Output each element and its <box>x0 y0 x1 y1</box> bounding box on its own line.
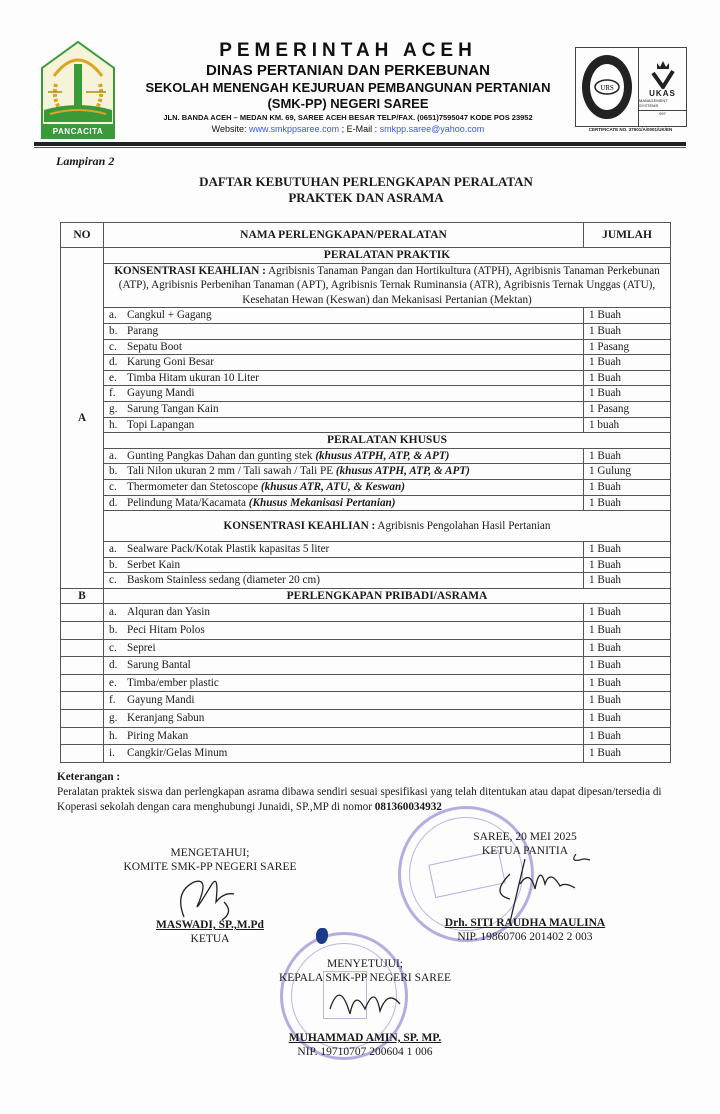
empty-no-cell <box>61 710 104 728</box>
item-name: Pelindung Mata/Kacamata <box>127 496 246 509</box>
school-address: JLN. BANDA ACEH – MEDAN KM. 69, SAREE ACEH BESAR TELP/FAX. (0651)7595047 KODE POS 23952 <box>163 113 533 122</box>
item-letter: a. <box>109 606 117 619</box>
item-name-cell <box>104 622 584 640</box>
item-name: Cangkir/Gelas Minum <box>127 747 228 760</box>
item-note: (khusus ATPH, ATP, & APT) <box>335 465 470 478</box>
table-row <box>61 355 671 371</box>
item-name-cell <box>104 464 584 480</box>
item-name: Alquran dan Yasin <box>127 606 210 619</box>
document-title <box>56 174 676 206</box>
concentration-label: KONSENTRASI KEAHLIAN : <box>114 264 266 277</box>
section-a-no: A <box>61 248 104 589</box>
item-name-cell <box>104 370 584 386</box>
pancacita-logo-icon <box>36 40 120 140</box>
item-letter: a. <box>109 449 117 462</box>
item-name: Keranjang Sabun <box>127 712 205 725</box>
table-row <box>61 308 671 324</box>
item-qty: 1 Pasang <box>584 401 671 417</box>
item-letter: c. <box>109 641 117 654</box>
item-letter: e. <box>109 676 117 689</box>
item-letter: b. <box>109 624 118 637</box>
item-qty: 1 Buah <box>584 692 671 710</box>
table-row <box>61 604 671 622</box>
email-link[interactable]: smkpp.saree@yahoo.com <box>379 124 485 134</box>
empty-no-cell <box>61 745 104 763</box>
item-note: (khusus ATR, ATU, & Keswan) <box>260 480 405 493</box>
equipment-table <box>60 222 671 763</box>
agency-name: DINAS PERTANIAN DAN PERKEBUNAN <box>206 62 490 79</box>
principal-org: KEPALA SMK-PP NEGERI SAREE <box>279 972 451 984</box>
item-name: Seprei <box>127 641 156 654</box>
table-row <box>61 622 671 640</box>
item-letter: f. <box>109 694 116 707</box>
empty-no-cell <box>61 657 104 675</box>
item-name-cell <box>104 308 584 324</box>
item-qty: 1 Buah <box>584 308 671 324</box>
empty-no-cell <box>61 727 104 745</box>
item-qty: 1 Buah <box>584 386 671 402</box>
table-row <box>61 495 671 511</box>
item-qty: 1 Buah <box>584 639 671 657</box>
item-name: Parang <box>127 324 159 337</box>
section-a-title-row <box>61 248 671 264</box>
certification-box <box>575 47 687 127</box>
item-name: Sarung Bantal <box>127 659 191 672</box>
item-letter: d. <box>109 659 118 672</box>
item-qty: 1 Buah <box>584 495 671 511</box>
item-qty: 1 Buah <box>584 542 671 558</box>
item-name: Gayung Mandi <box>127 387 195 400</box>
table-row <box>61 464 671 480</box>
item-qty: 1 Buah <box>584 448 671 464</box>
item-qty: 1 Buah <box>584 622 671 640</box>
item-name-cell <box>104 417 584 433</box>
certificate-number: CERTIFICATE NO. 37901/A/0001/UK/EN <box>588 127 673 132</box>
table-row <box>61 674 671 692</box>
item-qty: 1 Buah <box>584 370 671 386</box>
government-name: PEMERINTAH ACEH <box>219 40 477 61</box>
empty-no-cell <box>61 692 104 710</box>
item-name: Sepatu Boot <box>127 340 183 353</box>
committee-name: MASWADI, SP.,M.Pd <box>156 919 264 931</box>
concentration-text: Agribisnis Tanaman Pangan dan Hortikultura (ATPH), Agribisnis Tanaman Perkebunan (ATP), Agribisnis Perbenihan Tanaman (APT), Agribisnis Ternak Ruminansia (ATR), Agribisnis Ternak Unggas (ATU), Kesehatan Hewan (Keswan) dan Mekanisasi Pertanian (Mektan) <box>118 264 660 306</box>
chair-role: KETUA PANITIA <box>481 845 569 857</box>
item-name: Sarung Tangan Kain <box>127 402 219 415</box>
crown-check-icon <box>651 59 675 89</box>
item-name-cell <box>104 401 584 417</box>
table-row <box>61 479 671 495</box>
item-name: Sealware Pack/Kotak Plastik kapasitas 5 liter <box>127 543 330 556</box>
table-row <box>61 692 671 710</box>
title-line-2: PRAKTEK DAN ASRAMA <box>288 190 444 205</box>
item-name-cell <box>104 710 584 728</box>
table-row <box>61 339 671 355</box>
table-row <box>61 370 671 386</box>
table-row <box>61 710 671 728</box>
item-name: Gayung Mandi <box>127 694 195 707</box>
item-name: Topi Lapangan <box>127 418 195 431</box>
item-name: Tali Nilon ukuran 2 mm / Tali sawah / Tali PE <box>127 465 334 478</box>
item-name: Baskom Stainless sedang (diameter 20 cm) <box>127 574 320 587</box>
notes-text: Peralatan praktek siswa dan perlengkapan asrama dibawa sendiri sesuai spesifikasi yang telah ditentukan atau dapat dipesan/tersedia di Koperasi sekolah dengan cara menghubungi Junaidi, SP.,MP di nomor <box>57 786 662 813</box>
svg-text:URS: URS <box>600 84 614 92</box>
item-qty: 1 Pasang <box>584 339 671 355</box>
chair-signature-icon <box>480 854 590 924</box>
item-name: Karung Goni Besar <box>127 356 214 369</box>
committee-org: KOMITE SMK-PP NEGERI SAREE <box>123 861 297 873</box>
ukas-badge <box>639 48 686 126</box>
header-qty: JUMLAH <box>584 223 671 248</box>
item-letter: d. <box>109 356 118 369</box>
item-qty: 1 Buah <box>584 727 671 745</box>
item-qty: 1 Buah <box>584 573 671 589</box>
table-row <box>61 323 671 339</box>
item-name-cell <box>104 674 584 692</box>
item-qty: 1 Buah <box>584 479 671 495</box>
ukas-sublabel: MANAGEMENT SYSTEMS <box>639 97 668 108</box>
item-qty: 1 Buah <box>584 557 671 573</box>
item-letter: h. <box>109 729 118 742</box>
item-name-cell <box>104 692 584 710</box>
item-qty: 1 buah <box>584 417 671 433</box>
empty-no-cell <box>61 604 104 622</box>
item-letter: g. <box>109 402 118 415</box>
item-qty: 1 Buah <box>584 710 671 728</box>
section-b-no: B <box>61 588 104 604</box>
special-equipment-title: PERALATAN KHUSUS <box>104 433 671 449</box>
item-name-cell <box>104 573 584 589</box>
section-b-title-row <box>61 588 671 604</box>
item-name-cell <box>104 745 584 763</box>
item-name: Thermometer dan Stetoscope <box>127 480 259 493</box>
item-name-cell <box>104 479 584 495</box>
table-row <box>61 727 671 745</box>
principal-nip: NIP. 19710707 200604 1 006 <box>297 1046 433 1058</box>
item-name: Serbet Kain <box>127 558 181 571</box>
item-name-cell <box>104 386 584 402</box>
item-name-cell <box>104 604 584 622</box>
table-row <box>61 745 671 763</box>
letterhead-divider <box>34 142 686 146</box>
ukas-number: 097 <box>639 110 686 116</box>
header-name: NAMA PERLENGKAPAN/PERALATAN <box>104 223 584 248</box>
website-label: Website: <box>211 124 247 134</box>
item-name-cell <box>104 448 584 464</box>
concentration-cell <box>104 263 671 308</box>
item-name: Gunting Pangkas Dahan dan gunting stek <box>127 449 313 462</box>
letterhead-divider-thin <box>34 147 686 148</box>
concentration-2-row <box>61 511 671 542</box>
principal-signature-block <box>250 957 480 1059</box>
chair-nip: NIP. 19860706 201402 2 003 <box>457 931 593 943</box>
table-row <box>61 557 671 573</box>
website-link[interactable]: www.smkppsaree.com <box>249 124 340 134</box>
concentration-2-cell <box>104 511 671 542</box>
item-name-cell <box>104 639 584 657</box>
table-row <box>61 401 671 417</box>
section-b-title: PERLENGKAPAN PRIBADI/ASRAMA <box>104 588 671 604</box>
school-short-name: (SMK-PP) NEGERI SAREE <box>267 96 429 111</box>
table-row <box>61 448 671 464</box>
item-name-cell <box>104 355 584 371</box>
item-letter: d. <box>109 496 118 509</box>
item-name-cell <box>104 657 584 675</box>
table-row <box>61 542 671 558</box>
table-row <box>61 386 671 402</box>
item-letter: b. <box>109 558 118 571</box>
title-line-1: DAFTAR KEBUTUHAN PERLENGKAPAN PERALATAN <box>199 174 533 189</box>
table-row <box>61 657 671 675</box>
empty-no-cell <box>61 622 104 640</box>
school-name: SEKOLAH MENENGAH KEJURUAN PEMBANGUNAN PERTANIAN <box>145 80 551 95</box>
chair-signature-block <box>420 830 630 944</box>
notes <box>57 770 677 815</box>
item-qty: 1 Buah <box>584 355 671 371</box>
item-name: Peci Hitam Polos <box>127 624 205 637</box>
item-letter: c. <box>109 574 117 587</box>
item-letter: b. <box>109 324 118 337</box>
concentration-row <box>61 263 671 308</box>
committee-acknowledge: MENGETAHUI; <box>170 847 250 859</box>
ukas-label: UKAS <box>649 88 676 98</box>
concentration-2-label: KONSENTRASI KEAHLIAN : <box>223 519 376 532</box>
item-letter: i. <box>109 747 115 760</box>
item-letter: h. <box>109 418 118 431</box>
committee-role: KETUA <box>190 933 230 945</box>
item-name-cell <box>104 542 584 558</box>
item-qty: 1 Gulung <box>584 464 671 480</box>
item-letter: f. <box>109 387 116 400</box>
item-letter: c. <box>109 480 117 493</box>
principal-name: MUHAMMAD AMIN, SP. MP. <box>288 1032 442 1044</box>
item-qty: 1 Buah <box>584 674 671 692</box>
urs-iso-icon <box>580 52 634 122</box>
attachment-label: Lampiran 2 <box>56 154 115 168</box>
item-letter: c. <box>109 340 117 353</box>
item-qty: 1 Buah <box>584 323 671 339</box>
item-name: Timba Hitam ukuran 10 Liter <box>127 371 259 384</box>
item-qty: 1 Buah <box>584 604 671 622</box>
committee-signature-icon <box>164 872 254 922</box>
item-name-cell <box>104 339 584 355</box>
header-no: NO <box>61 223 104 248</box>
item-letter: a. <box>109 309 117 322</box>
item-name-cell <box>104 727 584 745</box>
item-name: Piring Makan <box>127 729 189 742</box>
email-label: ; E-Mail : <box>341 124 378 134</box>
item-qty: 1 Buah <box>584 657 671 675</box>
item-letter: a. <box>109 543 117 556</box>
item-letter: b. <box>109 465 118 478</box>
table-row <box>61 417 671 433</box>
contact-phone: 081360034932 <box>374 801 442 813</box>
item-name-cell <box>104 495 584 511</box>
item-qty: 1 Buah <box>584 745 671 763</box>
principal-approve: MENYETUJUI; <box>326 958 404 970</box>
empty-no-cell <box>61 674 104 692</box>
item-name-cell <box>104 557 584 573</box>
empty-no-cell <box>61 639 104 657</box>
concentration-2-text: Agribisnis Pengolahan Hasil Pertanian <box>377 519 551 532</box>
letterhead <box>118 40 578 135</box>
table-row <box>61 639 671 657</box>
item-name-cell <box>104 323 584 339</box>
notes-heading: Keterangan : <box>57 771 121 783</box>
item-letter: e. <box>109 371 117 384</box>
principal-signature-icon <box>320 969 420 1029</box>
chair-place-date: SAREE, 20 MEI 2025 <box>473 831 577 843</box>
contact-line <box>118 123 578 135</box>
item-letter: g. <box>109 712 118 725</box>
item-note: (Khusus Mekanisasi Pertanian) <box>248 496 396 509</box>
table-row <box>61 573 671 589</box>
special-equipment-title-row <box>61 433 671 449</box>
item-note: (khusus ATPH, ATP, & APT) <box>315 449 450 462</box>
committee-signature-block <box>100 846 320 946</box>
urs-iso-badge <box>576 48 639 126</box>
table-header-row <box>61 223 671 248</box>
item-name: Timba/ember plastic <box>127 676 219 689</box>
section-a-title: PERALATAN PRAKTIK <box>104 248 671 264</box>
logo-label: PANCACITA <box>52 127 104 136</box>
item-name: Cangkul + Gagang <box>127 309 212 322</box>
chair-name: Drh. SITI RAUDHA MAULINA <box>444 917 606 929</box>
